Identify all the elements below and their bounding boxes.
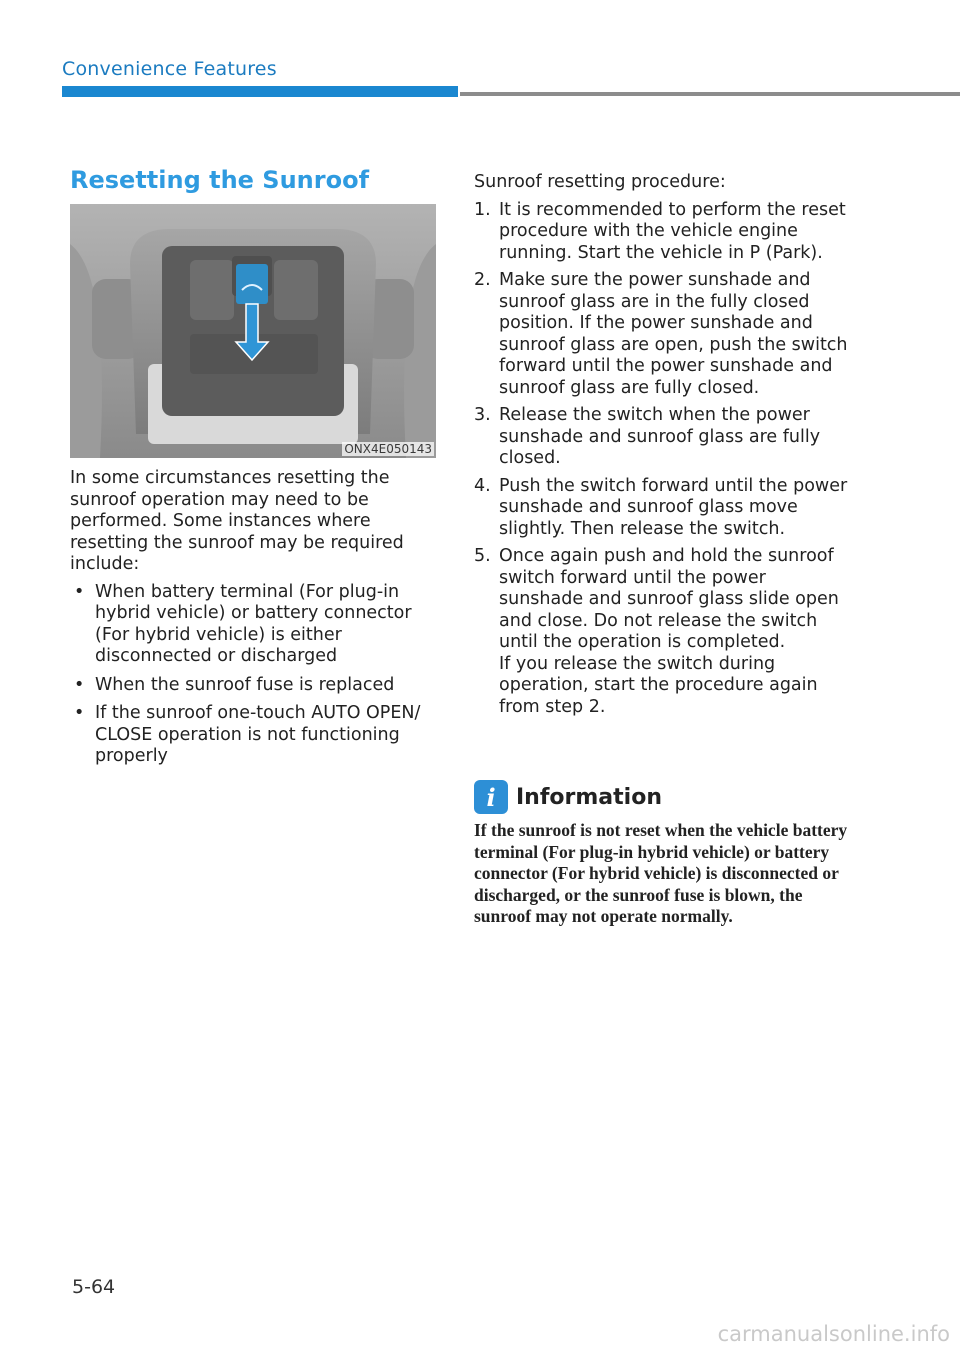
list-item-text: If the sunroof one-touch AUTO OPEN/ CLOSE operation is not functioning properly: [95, 703, 421, 766]
right-column: [474, 172, 848, 724]
step-item: [474, 546, 848, 718]
left-column: [70, 468, 442, 775]
list-item: [70, 582, 442, 668]
section-header: Convenience Features: [62, 58, 277, 80]
header-accent-bar: [62, 86, 458, 97]
step-number: 2.: [474, 270, 491, 290]
figure-code: ONX4E050143: [344, 442, 432, 456]
step-item: [474, 200, 848, 265]
list-item: [70, 703, 442, 768]
step-text: Release the switch when the power sunshade and sunroof glass are fully closed.: [499, 405, 821, 468]
header-rule: [460, 92, 960, 96]
procedure-steps: [474, 200, 848, 719]
intro-paragraph: In some circumstances resetting the sunroof operation may need to be performed. Some instances where resetting the sunroof may be required include:: [70, 468, 404, 574]
step-number: 4.: [474, 475, 491, 496]
bullet-marker: •: [74, 581, 85, 602]
list-item: [70, 675, 442, 697]
information-body: If the sunroof is not reset when the vehicle battery terminal (For plug-in hybrid vehicle) or battery connector (For hybrid vehicle) is disconnected or discharged, or the sunroof fuse is blown, the sunroof may not operate normally.: [474, 820, 848, 926]
step-text: Push the switch forward until the power sunshade and sunroof glass move slightly. Then release the switch.: [499, 475, 848, 539]
sunroof-switch-illustration: [70, 204, 436, 458]
step-text: Once again push and hold the sunroof switch forward until the power sunshade and sunroof glass slide open and close. Do not release the switch until the operation is completed.: [499, 546, 839, 652]
bullet-marker: •: [74, 703, 85, 723]
step-item: [474, 476, 848, 541]
page-title: Resetting the Sunroof: [70, 166, 370, 194]
information-title: Information: [516, 784, 662, 810]
watermark: carmanualsonline.info: [717, 1322, 950, 1346]
procedure-lead: Sunroof resetting procedure:: [474, 172, 726, 192]
info-icon: i: [474, 780, 508, 814]
condition-list: [70, 582, 442, 768]
step-item: [474, 405, 848, 470]
list-item-text: When the sunroof fuse is replaced: [95, 674, 395, 695]
step-number: 3.: [474, 405, 491, 425]
step-item: [474, 270, 848, 399]
step-text: It is recommended to perform the reset procedure with the vehicle engine running. Start the vehicle in P (Park).: [499, 199, 846, 263]
step-note: If you release the switch during operation, start the procedure again from step 2.: [499, 653, 818, 717]
list-item-text: When battery terminal (For plug-in hybrid vehicle) or battery connector (For hybrid vehicle) is either disconnected or discharged: [95, 581, 412, 666]
step-text: Make sure the power sunshade and sunroof glass are in the fully closed position. If the power sunshade and sunroof glass are open, push the switch forward until the power sunshade and sunroof glass are fully closed.: [499, 270, 848, 398]
page-number: 5-64: [72, 1276, 116, 1298]
overhead-console-drawing: [70, 204, 436, 458]
bullet-marker: •: [74, 674, 85, 695]
step-number: 5.: [474, 546, 491, 566]
information-header: [474, 778, 662, 816]
step-number: 1.: [474, 199, 491, 220]
